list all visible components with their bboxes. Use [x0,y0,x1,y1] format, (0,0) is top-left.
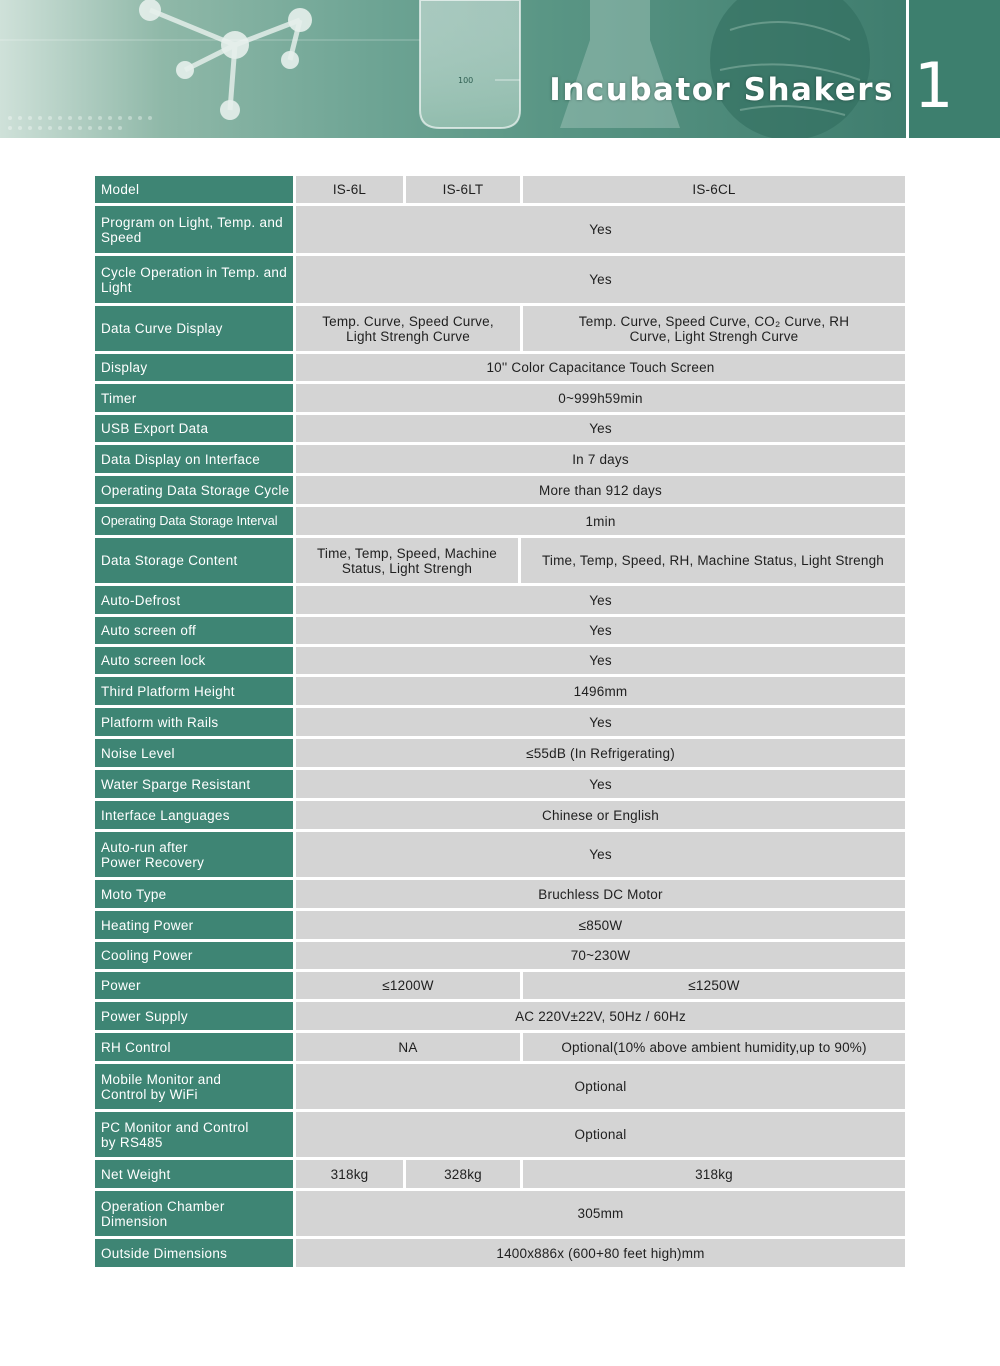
row-value-right: Optional(10% above ambient humidity,up to 90%) [523,1033,905,1061]
table-row-power [95,972,905,999]
row-value: Yes [296,770,905,798]
row-label: PC Monitor and Control by RS485 [95,1112,296,1157]
beaker-mark: 100 [458,76,474,85]
table-row-cooling-power [95,942,905,969]
weight-is-6l: 318kg [296,1160,406,1188]
row-value: Optional [296,1112,905,1157]
row-label: Interface Languages [95,801,296,829]
spec-table [95,173,905,1270]
row-label: Program on Light, Temp. and Speed [95,206,296,253]
page-title: Incubator Shakers [549,72,894,108]
row-label: Model [95,176,296,203]
table-row-outside-dimensions [95,1239,905,1267]
row-value: AC 220V±22V, 50Hz / 60Hz [296,1002,905,1030]
table-row-timer [95,384,905,412]
row-label: Data Display on Interface [95,445,296,473]
row-value-left: Temp. Curve, Speed Curve, Light Strengh Curve [296,306,523,351]
row-value-left: Time, Temp, Speed, Machine Status, Light Strengh [296,538,521,583]
row-label: Mobile Monitor and Control by WiFi [95,1064,296,1109]
row-value-right: Temp. Curve, Speed Curve, CO₂ Curve, RH Curve, Light Strengh Curve [523,306,905,351]
table-row-cycle-operation [95,256,905,303]
row-label: Data Curve Display [95,306,296,351]
row-label: Auto screen off [95,617,296,644]
row-value-left: NA [296,1033,523,1061]
row-value: Yes [296,206,905,253]
row-value: Chinese or English [296,801,905,829]
row-label: Water Sparge Resistant [95,770,296,798]
table-row-interface-languages [95,801,905,829]
table-row-program-on-light [95,206,905,253]
table-row-platform-rails [95,708,905,736]
row-value: 305mm [296,1191,905,1236]
row-value: Yes [296,586,905,614]
row-value: 1400x886x (600+80 feet high)mm [296,1239,905,1267]
table-row-auto-screen-lock [95,647,905,674]
model-is-6lt: IS-6LT [406,176,523,203]
row-value: Bruchless DC Motor [296,880,905,908]
table-row-third-platform-height [95,677,905,705]
row-label: Operating Data Storage Cycle [95,476,296,504]
row-value: 10'' Color Capacitance Touch Screen [296,354,905,381]
row-label: Auto-run after Power Recovery [95,832,296,877]
row-value: Yes [296,708,905,736]
weight-is-6cl: 318kg [523,1160,905,1188]
header-banner [0,0,906,138]
row-label: Operating Data Storage Interval [95,507,296,535]
row-value: Yes [296,415,905,442]
molecule-model [150,10,300,110]
row-value: 1496mm [296,677,905,705]
row-label: Moto Type [95,880,296,908]
row-value: 70~230W [296,942,905,969]
row-label: RH Control [95,1033,296,1061]
table-row-storage-content [95,538,905,583]
row-label: Cycle Operation in Temp. and Light [95,256,296,303]
row-value-right: ≤1250W [523,972,905,999]
row-value: ≤850W [296,911,905,939]
row-value: In 7 days [296,445,905,473]
row-label: Display [95,354,296,381]
model-is-6l: IS-6L [296,176,406,203]
row-label: Platform with Rails [95,708,296,736]
table-row-auto-defrost [95,586,905,614]
table-row-usb-export [95,415,905,442]
flask-icon [560,0,680,128]
row-value: 0~999h59min [296,384,905,412]
row-value: Yes [296,256,905,303]
row-label: Cooling Power [95,942,296,969]
row-value: Yes [296,832,905,877]
row-label: Power Supply [95,1002,296,1030]
dot-pattern [8,116,152,130]
row-label: Outside Dimensions [95,1239,296,1267]
table-row-mobile-monitor [95,1064,905,1109]
row-value: Yes [296,617,905,644]
row-value-right: Time, Temp, Speed, RH, Machine Status, Light Strengh [521,538,905,583]
table-row-heating-power [95,911,905,939]
table-row-display [95,354,905,381]
table-row-chamber-dimension [95,1191,905,1236]
row-label: Heating Power [95,911,296,939]
table-row-auto-run [95,832,905,877]
table-row-rh-control [95,1033,905,1061]
row-label: USB Export Data [95,415,296,442]
table-row-data-curve-display [95,306,905,351]
row-label: Auto-Defrost [95,586,296,614]
row-label: Data Storage Content [95,538,296,583]
row-label: Auto screen lock [95,647,296,674]
row-value: 1min [296,507,905,535]
table-row-pc-monitor [95,1112,905,1157]
row-label: Third Platform Height [95,677,296,705]
table-row-model [95,176,905,203]
row-label: Timer [95,384,296,412]
chapter-number: 1 [914,49,954,122]
table-row-storage-cycle [95,476,905,504]
table-row-storage-interval [95,507,905,535]
row-label: Noise Level [95,739,296,767]
row-value: Optional [296,1064,905,1109]
table-row-net-weight [95,1160,905,1188]
globe-icon [710,0,870,138]
table-row-water-sparge [95,770,905,798]
table-row-data-display [95,445,905,473]
table-row-auto-screen-off [95,617,905,644]
table-row-noise-level [95,739,905,767]
row-value: More than 912 days [296,476,905,504]
row-label: Net Weight [95,1160,296,1188]
row-label: Operation Chamber Dimension [95,1191,296,1236]
lab-photo-illustration [0,0,906,138]
row-value-left: ≤1200W [296,972,523,999]
table-row-moto-type [95,880,905,908]
table-row-power-supply [95,1002,905,1030]
row-value: ≤55dB (In Refrigerating) [296,739,905,767]
beaker-icon [420,0,520,128]
row-value: Yes [296,647,905,674]
weight-is-6lt: 328kg [406,1160,523,1188]
model-is-6cl: IS-6CL [523,176,905,203]
row-label: Power [95,972,296,999]
